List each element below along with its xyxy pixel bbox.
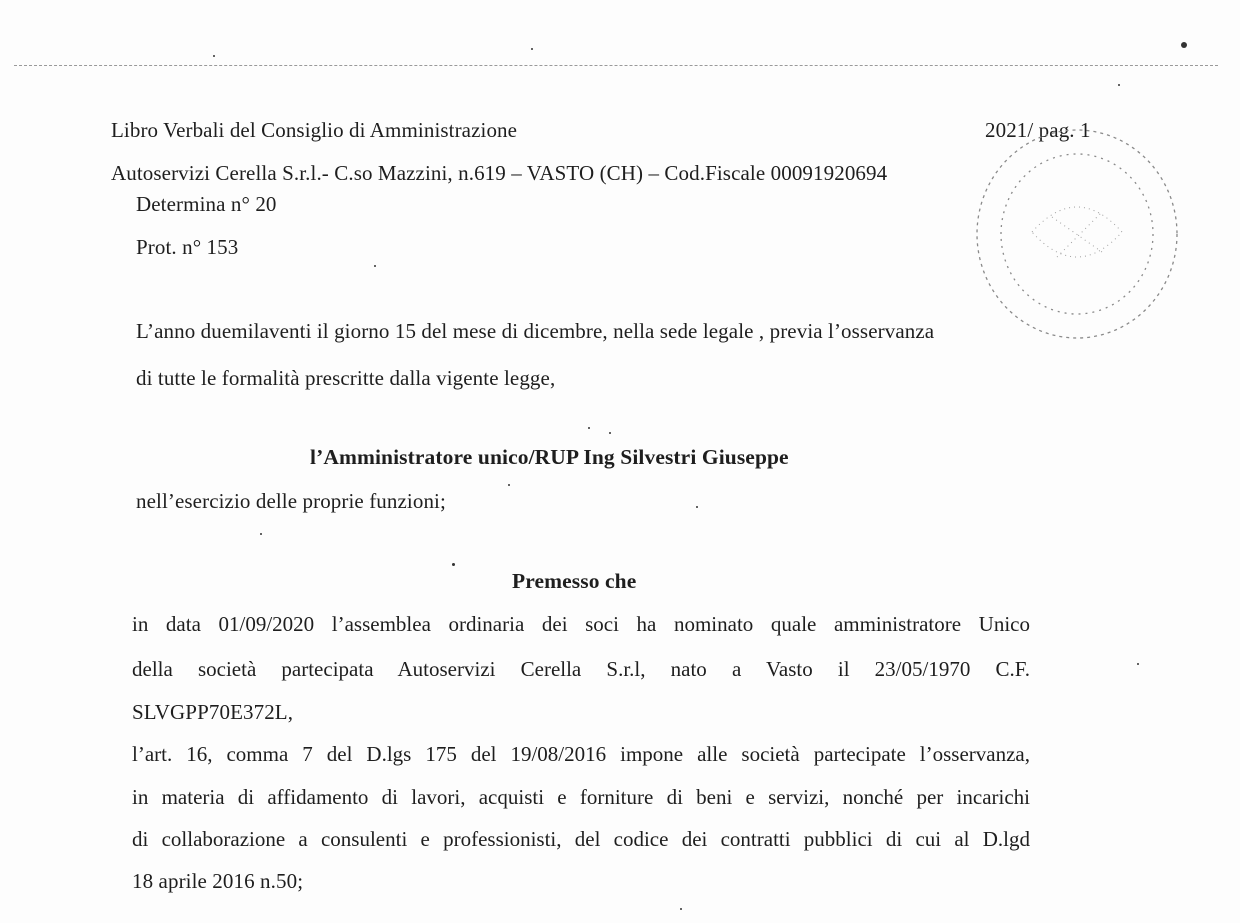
determina-number: Determina n° 20: [136, 192, 277, 216]
scan-speck: [1118, 84, 1120, 86]
scan-speck: [260, 533, 262, 535]
paragraph-2-line: l’art. 16, comma 7 del D.lgs 175 del 19/08/2016 impone alle società partecipate l’osservanza,: [132, 742, 1030, 766]
administrator-heading: l’Amministratore unico/RUP Ing Silvestri Giuseppe: [310, 445, 789, 469]
administrator-functions-line: nell’esercizio delle proprie funzioni;: [136, 489, 446, 513]
scan-speck: [680, 908, 682, 910]
scan-speck: [609, 432, 611, 434]
paragraph-1-line: SLVGPP70E372L,: [132, 700, 294, 724]
premesso-heading: Premesso che: [512, 569, 637, 593]
scan-speck: [1181, 42, 1187, 48]
paragraph-2-line: in materia di affidamento di lavori, acquisti e forniture di beni e servizi, nonché per incarichi: [132, 785, 1030, 809]
scan-speck: [696, 506, 698, 508]
protocol-number: Prot. n° 153: [136, 235, 239, 259]
company-address-line: Autoservizi Cerella S.r.l.- C.so Mazzini, n.619 – VASTO (CH) – Cod.Fiscale 00091920694: [111, 161, 888, 185]
paragraph-1-line: della società partecipata Autoservizi Cerella S.r.l, nato a Vasto il 23/05/1970 C.F.: [132, 657, 1030, 681]
scan-speck: [1137, 663, 1139, 665]
paragraph-2-line: di collaborazione a consulenti e professionisti, del codice dei contratti pubblici di cui al D.lgd: [132, 827, 1030, 851]
intro-line-1: L’anno duemilaventi il giorno 15 del mese di dicembre, nella sede legale , previa l’osservanza: [136, 319, 935, 343]
paragraph-1-line: in data 01/09/2020 l’assemblea ordinaria dei soci ha nominato quale amministratore Unico: [132, 612, 1030, 636]
scan-border-line: [14, 65, 1218, 66]
scan-speck: [374, 265, 376, 267]
header-page-number: 2021/ pag. 1: [985, 118, 1091, 142]
intro-line-2: di tutte le formalità prescritte dalla vigente legge,: [136, 366, 556, 390]
paragraph-2-line: 18 aprile 2016 n.50;: [132, 869, 304, 893]
scan-speck: [452, 563, 455, 566]
header-register-title: Libro Verbali del Consiglio di Amministrazione: [111, 118, 518, 142]
scan-speck: [508, 484, 510, 486]
scan-speck: [213, 55, 215, 57]
scan-speck: [588, 427, 590, 429]
circular-seal-stamp-icon: [962, 122, 1182, 350]
scan-speck: [531, 48, 533, 50]
